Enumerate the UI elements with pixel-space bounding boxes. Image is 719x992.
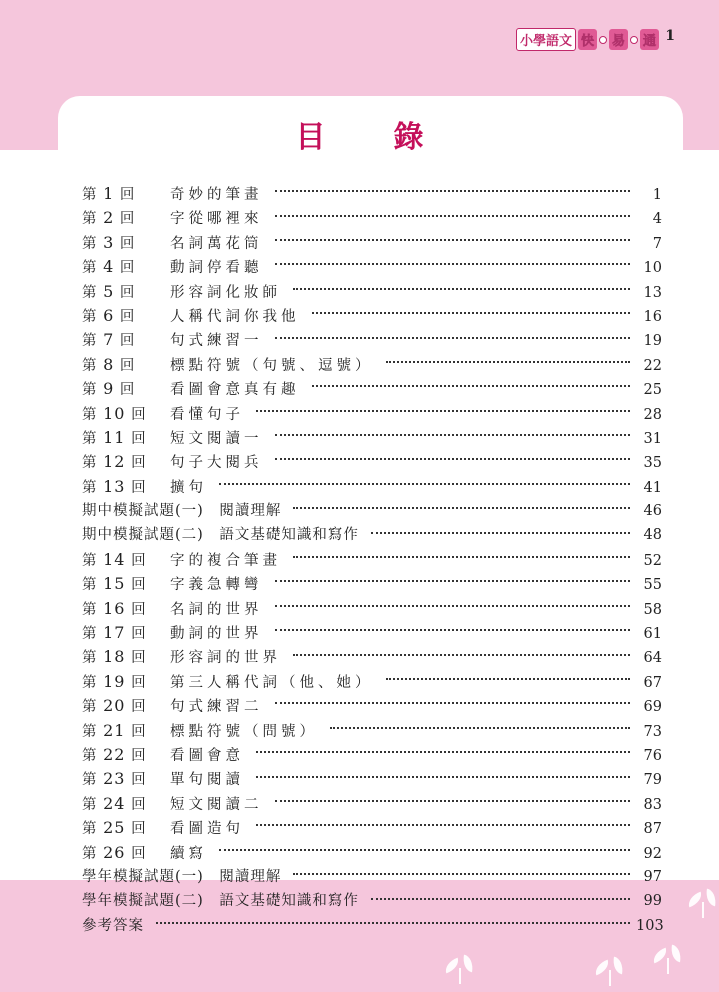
toc-entry bbox=[82, 572, 662, 596]
lesson-title: 第三人稱代詞（他、她） bbox=[170, 674, 374, 691]
dot-leader bbox=[275, 580, 631, 582]
page-ref: 19 bbox=[643, 333, 662, 350]
lesson-title: 句式練習二 bbox=[170, 699, 263, 716]
page-ref: 25 bbox=[643, 382, 662, 399]
lesson-number: 第 10 回 bbox=[82, 403, 147, 423]
page-header bbox=[0, 0, 719, 60]
toc-entry bbox=[82, 670, 662, 694]
lesson-number: 第 2 回 bbox=[82, 208, 136, 228]
sprout-icon bbox=[648, 940, 688, 980]
page-ref: 28 bbox=[643, 406, 662, 423]
toc-entry bbox=[82, 353, 662, 377]
page-ref: 64 bbox=[643, 650, 662, 667]
dot-leader bbox=[293, 288, 630, 290]
lesson-title: 看圖造句 bbox=[170, 821, 244, 838]
dot-leader bbox=[275, 458, 631, 460]
lesson-number: 第 7 回 bbox=[82, 330, 136, 350]
lesson-title: 句子大閱兵 bbox=[170, 455, 263, 472]
page-number: 1 bbox=[665, 28, 675, 44]
lesson-title: 擴句 bbox=[170, 479, 207, 496]
dot-leader bbox=[275, 605, 631, 607]
lesson-number: 第 23 回 bbox=[82, 769, 147, 789]
lesson-number: 第 6 回 bbox=[82, 305, 136, 325]
dot-leader bbox=[386, 361, 631, 363]
page-ref: 103 bbox=[636, 917, 664, 934]
lesson-number: 第 18 回 bbox=[82, 647, 147, 667]
page-ref: 7 bbox=[652, 235, 662, 252]
toc-entry bbox=[82, 426, 662, 450]
dot-leader bbox=[386, 678, 631, 680]
lesson-number: 第 13 回 bbox=[82, 476, 147, 496]
page-ref: 1 bbox=[652, 187, 662, 203]
page-ref: 55 bbox=[643, 577, 662, 594]
toc-entry bbox=[82, 621, 662, 645]
toc-entry bbox=[82, 182, 662, 206]
page-ref: 13 bbox=[643, 284, 662, 301]
lesson-number: 第 20 回 bbox=[82, 696, 147, 716]
lesson-number: 第 4 回 bbox=[82, 257, 136, 277]
section-title: 學年模擬試題(二) 語文基礎知識和寫作 bbox=[82, 893, 359, 910]
section-title: 期中模擬試題(二) 語文基礎知識和寫作 bbox=[82, 527, 359, 544]
lesson-number: 第 16 回 bbox=[82, 598, 147, 618]
toc-entry bbox=[82, 645, 662, 669]
lesson-title: 奇妙的筆畫 bbox=[170, 187, 263, 203]
lesson-number: 第 14 回 bbox=[82, 549, 147, 569]
lesson-title: 續寫 bbox=[170, 845, 207, 862]
page-ref: 76 bbox=[643, 747, 662, 764]
lesson-title: 人稱代詞你我他 bbox=[170, 308, 300, 325]
lesson-title: 字的複合筆畫 bbox=[170, 552, 281, 569]
dot-leader bbox=[312, 312, 631, 314]
page-ref: 16 bbox=[643, 308, 662, 325]
lesson-title: 名詞萬花筒 bbox=[170, 235, 263, 252]
toc-entry bbox=[82, 304, 662, 328]
dot-leader bbox=[371, 532, 630, 534]
page-ref: 58 bbox=[643, 601, 662, 618]
toc-entry bbox=[82, 280, 662, 304]
dot-leader bbox=[330, 727, 630, 729]
dot-icon bbox=[599, 36, 607, 44]
page-ref: 10 bbox=[643, 260, 662, 277]
lesson-title: 動詞停看聽 bbox=[170, 260, 263, 277]
page-ref: 48 bbox=[643, 527, 662, 544]
page-ref: 22 bbox=[643, 357, 662, 374]
lesson-number: 第 24 回 bbox=[82, 793, 147, 813]
lesson-title: 看圖會意真有趣 bbox=[170, 382, 300, 399]
page-ref: 97 bbox=[643, 868, 662, 885]
toc-entry bbox=[82, 377, 662, 401]
section-title: 期中模擬試題(一) 閱讀理解 bbox=[82, 503, 282, 520]
lesson-number: 第 12 回 bbox=[82, 452, 147, 472]
lesson-title: 形容詞化妝師 bbox=[170, 284, 281, 301]
lesson-number: 第 8 回 bbox=[82, 354, 136, 374]
lesson-title: 看圖會意 bbox=[170, 747, 244, 764]
toc-entry bbox=[82, 914, 662, 938]
dot-leader bbox=[219, 849, 630, 851]
lesson-title: 看懂句子 bbox=[170, 406, 244, 423]
dot-leader bbox=[312, 385, 631, 387]
dot-leader bbox=[275, 800, 631, 802]
dot-leader bbox=[293, 873, 630, 875]
page-ref: 67 bbox=[643, 674, 662, 691]
lesson-number: 第 22 回 bbox=[82, 744, 147, 764]
dot-icon bbox=[630, 36, 638, 44]
lesson-title: 動詞的世界 bbox=[170, 626, 263, 643]
page-ref: 41 bbox=[643, 479, 662, 496]
lesson-number: 第 17 回 bbox=[82, 623, 147, 643]
page-ref: 61 bbox=[643, 626, 662, 643]
toc-entry bbox=[82, 767, 662, 791]
toc-entry bbox=[82, 402, 662, 426]
brand-kuai: 快 bbox=[578, 29, 597, 50]
dot-leader bbox=[256, 776, 630, 778]
toc-entry bbox=[82, 743, 662, 767]
lesson-title: 字義急轉彎 bbox=[170, 577, 263, 594]
lesson-title: 形容詞的世界 bbox=[170, 650, 281, 667]
page-ref: 31 bbox=[643, 430, 662, 447]
dot-leader bbox=[275, 239, 631, 241]
toc-entry bbox=[82, 694, 662, 718]
toc-entry bbox=[82, 719, 662, 743]
series-logo bbox=[516, 28, 659, 51]
brand-yi: 易 bbox=[609, 29, 628, 50]
toc-entry bbox=[82, 548, 662, 572]
toc-entry bbox=[82, 841, 662, 865]
section-title: 參考答案 bbox=[82, 917, 144, 934]
dot-leader bbox=[275, 263, 631, 265]
toc-entry bbox=[82, 206, 662, 230]
toc-entry bbox=[82, 597, 662, 621]
lesson-number: 第 11 回 bbox=[82, 427, 147, 447]
lesson-title: 句式練習一 bbox=[170, 333, 263, 350]
lesson-title: 單句閱讀 bbox=[170, 772, 244, 789]
toc-entry bbox=[82, 475, 662, 499]
sprout-icon bbox=[683, 884, 719, 924]
dot-leader bbox=[275, 190, 631, 192]
lesson-title: 字從哪裡來 bbox=[170, 211, 263, 228]
dot-leader bbox=[156, 922, 630, 924]
toc-entry bbox=[82, 816, 662, 840]
lesson-number: 第 21 回 bbox=[82, 720, 147, 740]
dot-leader bbox=[293, 507, 630, 509]
toc-entry bbox=[82, 523, 662, 547]
page-ref: 4 bbox=[652, 211, 662, 228]
lesson-title: 短文閱讀二 bbox=[170, 796, 263, 813]
page-ref: 52 bbox=[643, 552, 662, 569]
page-ref: 83 bbox=[643, 796, 662, 813]
dot-leader bbox=[293, 556, 630, 558]
dot-leader bbox=[275, 629, 631, 631]
lesson-number: 第 19 回 bbox=[82, 671, 147, 691]
toc-entry bbox=[82, 865, 662, 889]
lesson-number: 第 1 回 bbox=[82, 184, 136, 203]
toc-entry bbox=[82, 889, 662, 913]
lesson-title: 短文閱讀一 bbox=[170, 430, 263, 447]
dot-leader bbox=[371, 898, 630, 900]
toc-entry bbox=[82, 792, 662, 816]
lesson-number: 第 15 回 bbox=[82, 574, 147, 594]
toc-entry bbox=[82, 450, 662, 474]
page-ref: 73 bbox=[643, 723, 662, 740]
lesson-title: 標點符號（句號、逗號） bbox=[170, 357, 374, 374]
dot-leader bbox=[256, 410, 630, 412]
sprout-icon bbox=[590, 952, 630, 992]
lesson-number: 第 26 回 bbox=[82, 842, 147, 862]
page-ref: 35 bbox=[643, 455, 662, 472]
page-ref: 87 bbox=[643, 821, 662, 838]
page-ref: 69 bbox=[643, 699, 662, 716]
section-title: 學年模擬試題(一) 閱讀理解 bbox=[82, 868, 282, 885]
page-ref: 99 bbox=[643, 893, 662, 910]
sprout-icon bbox=[440, 950, 480, 990]
dot-leader bbox=[275, 434, 631, 436]
lesson-number: 第 25 回 bbox=[82, 818, 147, 838]
dot-leader bbox=[256, 751, 630, 753]
lesson-number: 第 9 回 bbox=[82, 379, 136, 399]
dot-leader bbox=[256, 824, 630, 826]
dot-leader bbox=[293, 654, 630, 656]
dot-leader bbox=[219, 483, 630, 485]
dot-leader bbox=[275, 337, 631, 339]
page-ref: 92 bbox=[643, 845, 662, 862]
toc-entry bbox=[82, 231, 662, 255]
dot-leader bbox=[275, 215, 631, 217]
page-title: 目錄 bbox=[295, 120, 492, 155]
dot-leader bbox=[275, 702, 631, 704]
page-ref: 79 bbox=[643, 772, 662, 789]
lesson-number: 第 5 回 bbox=[82, 281, 136, 301]
toc-entry bbox=[82, 255, 662, 279]
toc-entry bbox=[82, 328, 662, 352]
page-ref: 46 bbox=[643, 503, 662, 520]
lesson-title: 標點符號（問號） bbox=[170, 723, 318, 740]
brand-tong: 通 bbox=[640, 29, 659, 50]
brand-main: 小學語文 bbox=[516, 28, 576, 51]
lesson-title: 名詞的世界 bbox=[170, 601, 263, 618]
lesson-number: 第 3 回 bbox=[82, 232, 136, 252]
table-of-contents bbox=[82, 182, 662, 938]
toc-entry bbox=[82, 499, 662, 523]
